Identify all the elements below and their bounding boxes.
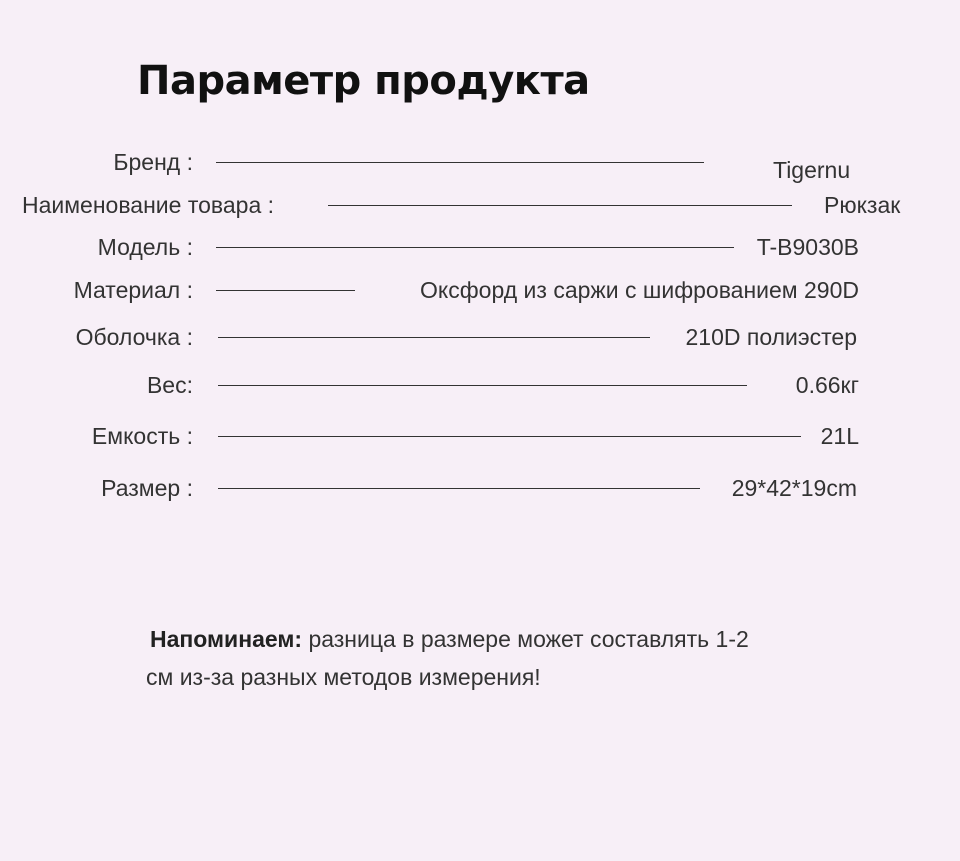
param-row-model (0, 227, 960, 267)
param-value-capacity: 21L (820, 423, 859, 449)
param-value-shell: 210D полиэстер (685, 324, 857, 350)
param-value-product-name: Рюкзак (824, 192, 901, 218)
param-row-size (0, 468, 960, 508)
param-value-model: T-B9030B (756, 234, 859, 260)
param-row-brand (0, 142, 960, 182)
reminder-text-line2: см из-за разных методов измерения! (146, 664, 541, 690)
param-value-brand: Tigernu (773, 157, 851, 183)
param-leader-line (328, 205, 792, 206)
param-value-material: Оксфорд из саржи с шифрованием 290D (420, 277, 859, 303)
param-leader-line (218, 337, 650, 338)
param-label-shell: Оболочка : (75, 324, 193, 350)
param-label-model: Модель : (97, 234, 193, 260)
param-row-capacity (0, 416, 960, 456)
param-row-material (0, 270, 960, 310)
param-label-size: Размер : (101, 475, 193, 501)
measurement-reminder (146, 620, 846, 696)
param-value-size: 29*42*19cm (731, 475, 857, 501)
param-leader-line (218, 385, 747, 386)
param-label-material: Материал : (73, 277, 193, 303)
param-label-brand: Бренд : (113, 149, 193, 175)
param-leader-line (218, 436, 801, 437)
param-leader-line (216, 290, 355, 291)
param-row-shell (0, 317, 960, 357)
param-label-product-name: Наименование товара : (22, 192, 275, 218)
param-row-weight (0, 365, 960, 405)
reminder-text-line1: разница в размере может составлять 1-2 (308, 626, 749, 652)
param-leader-line (218, 488, 700, 489)
param-leader-line (216, 247, 734, 248)
reminder-heading: Напоминаем: (150, 626, 303, 652)
param-leader-line (216, 162, 704, 163)
param-label-weight: Вес: (146, 372, 193, 398)
param-label-capacity: Емкость : (91, 423, 193, 449)
page-title: Параметр продукта (137, 58, 590, 104)
param-value-weight: 0.66кг (795, 372, 859, 398)
param-row-product-name (0, 185, 960, 225)
